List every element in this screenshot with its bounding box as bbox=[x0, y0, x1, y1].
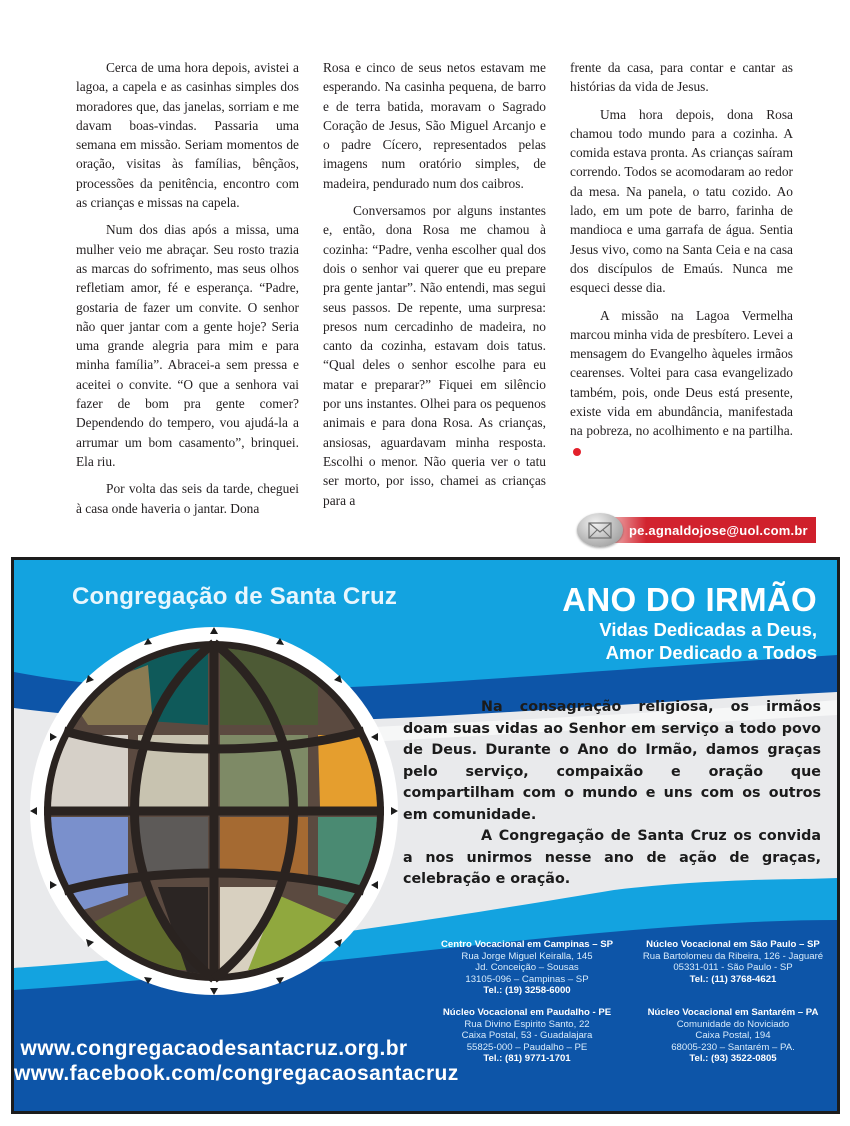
contact-phone: Tel.: (81) 9771-1701 bbox=[483, 1053, 571, 1065]
contact-address-line: Rua Divino Espirito Santo, 22 bbox=[464, 1018, 590, 1030]
article-paragraph-final bbox=[570, 306, 793, 460]
contact-name: Núcleo Vocacional em Santarém – PA bbox=[647, 1006, 819, 1018]
end-marker-icon bbox=[573, 448, 581, 456]
ad-headline: ANO DO IRMÃO bbox=[562, 581, 817, 618]
contact-phone: Tel.: (19) 3258-6000 bbox=[483, 985, 571, 997]
contact-address-line: 05331-011 - São Paulo - SP bbox=[673, 962, 793, 974]
article-paragraph: Uma hora depois, dona Rosa chamou todo mundo para a cozinha. A comida estava pronta. As crianças saíram correndo. Todos se acomodaram ao redor da mesa. Na panela, o tatu cozido. Ao lado, em um pote de barro, farinha de mandioca e uma garrafa de água. Sentia Jesus vivo, como na Santa Ceia e na casa dos discípulos de Emaús. Nunca me esqueci desse dia. bbox=[570, 106, 793, 296]
vocational-centers bbox=[427, 939, 839, 1065]
contact-sao-paulo bbox=[627, 939, 839, 997]
contact-campinas bbox=[427, 939, 627, 997]
article-paragraph-text: A missão na Lagoa Vermelha marcou minha vida de presbítero. Levei a mensagem do Evangelho àqueles irmãos cearenses. Voltei para casa evangelizado também, pois, onde Deus está presente, existe vida em abundância, manifestada na pobreza, no acolhimento e na partilha. bbox=[570, 307, 793, 439]
contact-address-line: 68005-230 – Santarém – PA. bbox=[671, 1041, 795, 1053]
ad-tagline-1: Vidas Dedicadas a Deus, bbox=[599, 619, 817, 640]
contact-santarem bbox=[627, 1007, 839, 1065]
contact-address-line: Caixa Postal, 53 - Guadalajara bbox=[461, 1030, 593, 1042]
contact-name: Centro Vocacional em Campinas – SP bbox=[440, 939, 614, 950]
ad-links bbox=[14, 1036, 459, 1086]
contact-name: Núcleo Vocacional em Paudalho - PE bbox=[442, 1006, 612, 1018]
contact-address-line: Jd. Conceição – Sousas bbox=[475, 962, 579, 974]
ad-body-text bbox=[403, 697, 821, 891]
article-column-3 bbox=[570, 58, 793, 526]
ad-body-paragraph-2: A Congregação de Santa Cruz os convida a nos unirmos nesse ano de ação de graças, celebração e oração. bbox=[403, 828, 821, 887]
article-paragraph: Num dos dias após a missa, uma mulher veio me abraçar. Seu rosto trazia as marcas do sofrimento, mas seus olhos refletiam amor, fé e esperança. “Padre, gostaria de fazer um convite. O senhor não quer jantar com a gente hoje? Seria uma grande alegria para mim e para minha família”. Abracei-a sem pressa e aceitei o convite. “O que a senhora vai fazer de bom pra gente comer? Dependendo do tempero, vou ajudá-la a arrumar um bom casamento”, brinquei. Ela riu. bbox=[76, 222, 299, 469]
globe-tile-photo bbox=[138, 817, 208, 875]
facebook-link[interactable]: www.facebook.com/congregacaosantacruz bbox=[14, 1062, 459, 1085]
envelope-icon bbox=[577, 513, 623, 547]
article-paragraph: Rosa e cinco de seus netos estavam me esperando. Na casinha pequena, de barro e de terra batida, moravam o Sagrado Coração de Jesus, São Miguel Arcanjo e o padre Cícero, representados pelas imagens num oratório simples, de madeira, pendurado num dos caibros. bbox=[323, 60, 546, 191]
ad-org-title: Congregação de Santa Cruz bbox=[72, 583, 398, 610]
contact-name: Núcleo Vocacional em São Paulo – SP bbox=[646, 939, 820, 950]
website-link[interactable]: www.congregacaodesantacruz.org.br bbox=[20, 1037, 408, 1060]
envelope-glyph bbox=[588, 522, 612, 539]
contact-address-line: Rua Bartolomeu da Ribeira, 126 - Jaguaré bbox=[642, 950, 824, 962]
ad-tagline-2: Amor Dedicado a Todos bbox=[605, 642, 817, 663]
article-column-2 bbox=[323, 58, 546, 526]
globe-photo-collage bbox=[28, 625, 400, 997]
contact-address-line: Rua Jorge Miguel Keiralla, 145 bbox=[461, 950, 593, 962]
article-columns bbox=[76, 58, 793, 526]
contact-paudalho bbox=[427, 1007, 627, 1065]
article-paragraph: Cerca de uma hora depois, avistei a lagoa, a capela e as casinhas simples dos moradores que, das janelas, sorriam e me davam boas-vindas. Passaria uma semana em missão. Seriam momentos de oração, visitas às famílias, bênçãos, processões da penitência, encontro com as crianças e missas na capela. bbox=[76, 60, 299, 211]
article-paragraph: Conversamos por alguns instantes e, então, dona Rosa me chamou à cozinha: “Padre, venha escolher qual dos dois o senhor vai querer que eu prepare pra gente jantar”. Não entendi, mas segui seus passos. De repente, uma surpresa: presos num cercadinho de madeira, no canto da cozinha, estavam dois tatus. “Qual deles o senhor escolhe para eu matar e preparar?” Fiquei em silêncio por uns instantes. Olhei para os pequenos animais e para dona Rosa. As crianças, ansiosas, aguardavam minha resposta. Escolhi o menor. Não queria ver o tatu ser morto, por isso, chamei as crianças para a bbox=[323, 203, 546, 508]
contact-phone: Tel.: (93) 3522-0805 bbox=[689, 1053, 777, 1065]
contact-phone: Tel.: (11) 3768-4621 bbox=[689, 973, 777, 985]
ad-body-paragraph-1: Na consagração religiosa, os irmãos doam suas vidas ao Senhor em serviço a todo povo de Deus. Durante o Ano do Irmão, damos graças pelo serviço, compaixão e oração que compartilham com o mundo e uns com os outros em comunidade. bbox=[403, 699, 821, 823]
author-email-link[interactable]: pe.agnaldojose@uol.com.br bbox=[609, 517, 816, 543]
article-column-1 bbox=[76, 58, 299, 526]
article-paragraph: frente da casa, para contar e cantar as histórias da vida de Jesus. bbox=[570, 60, 793, 95]
contact-address-line: Caixa Postal, 194 bbox=[695, 1030, 771, 1042]
author-email-badge[interactable] bbox=[577, 513, 816, 547]
contact-address-line: 13105-096 – Campinas – SP bbox=[465, 973, 589, 985]
contact-address-line: Comunidade do Noviciado bbox=[676, 1018, 790, 1030]
congregation-advertisement bbox=[11, 557, 840, 1114]
contact-address-line: 55825-000 – Paudalho – PE bbox=[466, 1041, 588, 1053]
article-paragraph: Por volta das seis da tarde, cheguei à casa onde haveria o jantar. Dona bbox=[76, 481, 299, 516]
ad-headline-block bbox=[562, 582, 817, 664]
